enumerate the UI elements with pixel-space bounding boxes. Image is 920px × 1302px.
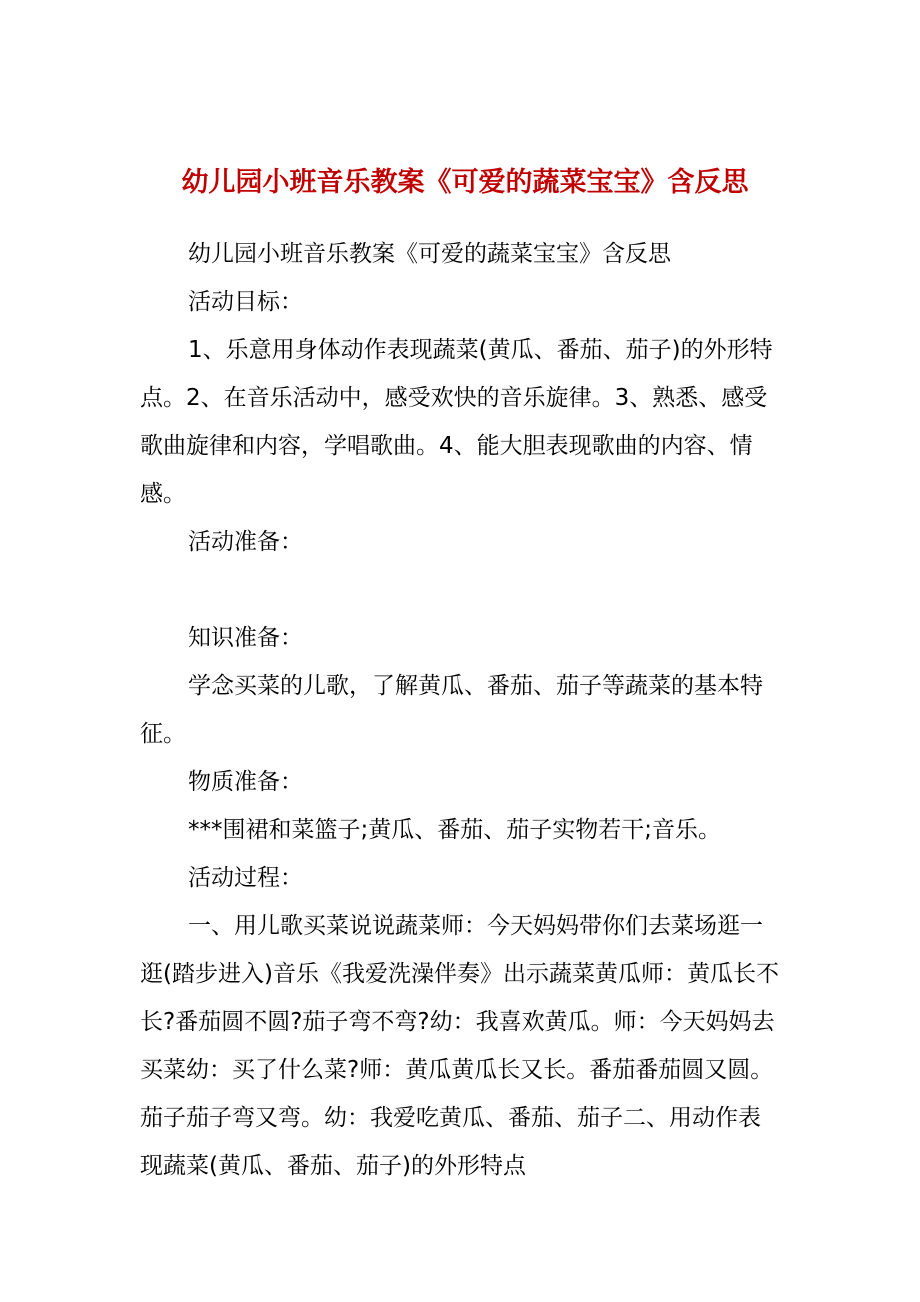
- material-paragraph: ***围裙和菜篮子;黄瓜、番茄、茄子实物若干;音乐。: [188, 817, 721, 843]
- document-title: 幼儿园小班音乐教案《可爱的蔬菜宝宝》含反思: [181, 167, 749, 198]
- process-paragraph: 一、用儿歌买菜说说蔬菜师：今天妈妈带你们去菜场逛一逛(踏步进入)音乐《我爱洗澡伴奏》出示蔬菜黄瓜师：黄瓜长不长?番茄圆不圆?茄子弯不弯?幼：我喜欢黄瓜。师：今天妈妈去买菜幼：买了什么菜?师：黄瓜黄瓜长又长。番茄番茄圆又圆。茄子茄子弯又弯。幼：我爱吃黄瓜、番茄、茄子二、用动作表现蔬菜(黄瓜、番茄、茄子)的外形特点: [140, 913, 779, 1179]
- section-activity-preparation: 活动准备：: [188, 529, 303, 555]
- body-paragraph-heading: 幼儿园小班音乐教案《可爱的蔬菜宝宝》含反思: [188, 241, 671, 267]
- section-activity-goals: 活动目标：: [188, 289, 303, 315]
- knowledge-paragraph: 学念买菜的儿歌，了解黄瓜、番茄、茄子等蔬菜的基本特征。: [140, 673, 763, 747]
- blank-line: [140, 566, 780, 614]
- section-knowledge-preparation: 知识准备：: [188, 625, 303, 651]
- goals-paragraph: 1、乐意用身体动作表现蔬菜(黄瓜、番茄、茄子)的外形特点。2、在音乐活动中，感受欢快的音乐旋律。3、熟悉、感受歌曲旋律和内容，学唱歌曲。4、能大胆表现歌曲的内容、情感。: [140, 337, 773, 507]
- section-material-preparation: 物质准备：: [188, 769, 303, 795]
- document-body: [140, 230, 780, 1190]
- section-activity-process: 活动过程：: [188, 865, 303, 891]
